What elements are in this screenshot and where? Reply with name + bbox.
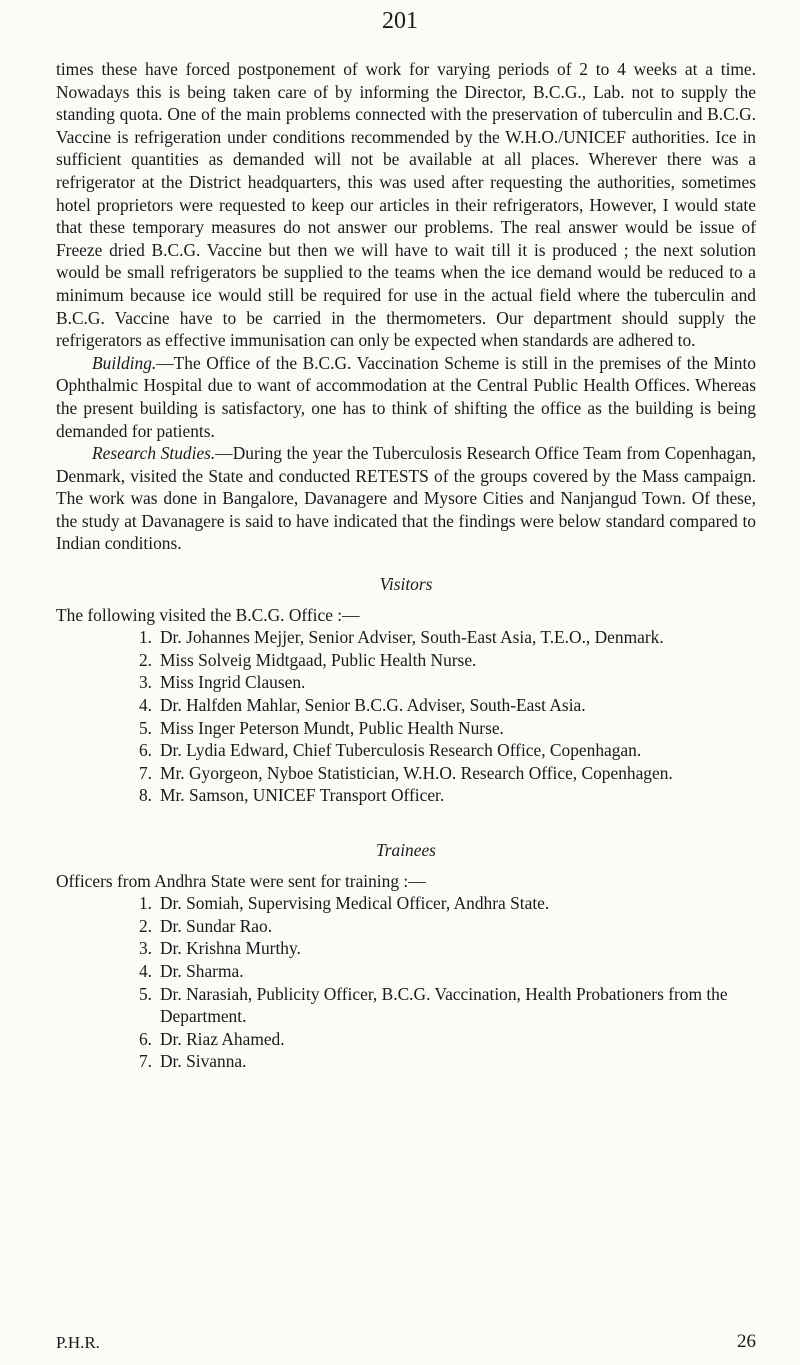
list-item-text: Dr. Krishna Murthy. [160,938,301,959]
list-item-text: Dr. Sharma. [160,960,244,981]
paragraph-building [56,352,756,442]
list-item-number: 1. [138,627,152,648]
list-item [56,762,756,785]
list-item [56,1050,756,1073]
section-title-trainees: Trainees [376,840,436,860]
trainees-list [56,892,756,1073]
list-item [56,739,756,762]
list-item [56,626,756,649]
list-item-number: 5. [138,983,152,1004]
list-item-number: 6. [138,740,152,761]
visitors-list [56,626,756,807]
paragraph-research [56,442,756,555]
list-item-text: Dr. Sivanna. [160,1051,247,1072]
list-item-text: Dr. Johannes Mejjer, Senior Adviser, South-East Asia, T.E.O., Denmark. [160,627,664,648]
list-item-text: Dr. Sundar Rao. [160,915,273,936]
footer-series-code: P.H.R. [56,1333,100,1352]
visitors-intro: The following visited the B.C.G. Office :— [56,604,360,625]
trainees-intro: Officers from Andhra State were sent for training :— [56,870,426,891]
list-item [56,960,756,983]
list-item-number: 8. [138,785,152,806]
list-item [56,784,756,807]
list-item [56,671,756,694]
list-item-number: 5. [138,717,152,738]
list-item-number: 4. [138,960,152,981]
list-item-number: 4. [138,695,152,716]
list-item-number: 7. [138,762,152,783]
paragraph-heading-research: Research Studies. [92,443,216,464]
list-item-number: 3. [138,672,152,693]
list-item-text: Dr. Somiah, Supervising Medical Officer, Andhra State. [160,893,550,914]
list-item-text: Dr. Narasiah, Publicity Officer, B.C.G. Vaccination, Health Probationers from the Department. [160,983,728,1027]
list-item [56,694,756,717]
list-item-text: Dr. Riaz Ahamed. [160,1028,285,1049]
list-item [56,1028,756,1051]
paragraph-research-text: —During the year the Tuberculosis Research Office Team from Copenhagan, Denmark, visited the State and conducted RETESTS of the groups covered by the Mass campaign. The work was done in Bangalore, Davanagere and Mysore Cities and Nanjangud Town. Of these, the study at Davanagere is said to have indicated that the findings were below standard compared to Indian conditions. [56,443,756,554]
list-item [56,983,756,1028]
list-item-number: 2. [138,915,152,936]
list-item-text: Mr. Gyorgeon, Nyboe Statistician, W.H.O. Research Office, Copenhagen. [160,762,673,783]
list-item [56,892,756,915]
paragraph-refrigeration: times these have forced postponement of work for varying periods of 2 to 4 weeks at a time. Nowadays this is being taken care of by informing the Director, B.C.G., Lab. not to supply the standing quota. One of the main problems connected with the preservation of tuberculin and B.C.G. Vaccine is refrigeration under conditions recommended by the W.H.O./UNICEF authorities. Ice in sufficient quantities as demanded will not be available at all places. Wherever there was a refrigerator at the District headquarters, this was used after requesting the authorities, sometimes hotel proprietors were requested to keep our articles in their refrigerators, However, I would state that these temporary measures do not answer our problems. The real answer would be issue of Freeze dried B.C.G. Vaccine but then we will have to wait till it is produced ; the next solution would be small refrigerators be supplied to the teams when the ice demand would be reduced to a minimum because ice would still be required for use in the actual field where the tuberculin and B.C.G. Vaccine have to be carried in the thermometers. Our department should supply the refrigerators as effective immunisation can only be expected when standards are adhered to. [56,59,756,351]
body-text [56,58,756,1073]
paragraph-building-text: —The Office of the B.C.G. Vaccination Scheme is still in the premises of the Minto Ophthalmic Hospital due to want of accommodation at the Central Public Health Offices. Whereas the present building is satisfactory, one has to think of shifting the office as the building is being demanded for patients. [56,352,756,441]
list-item-text: Miss Solveig Midtgaad, Public Health Nurse. [160,649,477,670]
list-item-text: Mr. Samson, UNICEF Transport Officer. [160,785,445,806]
list-item [56,915,756,938]
list-item-number: 3. [138,938,152,959]
list-item-text: Miss Ingrid Clausen. [160,672,306,693]
paragraph-heading-building: Building. [92,352,157,373]
section-title-visitors: Visitors [379,574,433,595]
list-item-number: 6. [138,1028,152,1049]
list-item [56,717,756,740]
list-item-number: 7. [138,1051,152,1072]
list-item-text: Dr. Halfden Mahlar, Senior B.C.G. Adviser, South-East Asia. [160,695,586,716]
footer-sheet-number: 26 [737,1331,756,1352]
list-item-text: Miss Inger Peterson Mundt, Public Health Nurse. [160,717,504,738]
list-item [56,649,756,672]
page-number: 201 [382,8,418,34]
list-item-text: Dr. Lydia Edward, Chief Tuberculosis Research Office, Copenhagan. [160,740,642,761]
list-item-number: 2. [138,649,152,670]
list-item [56,937,756,960]
list-item-number: 1. [138,893,152,914]
